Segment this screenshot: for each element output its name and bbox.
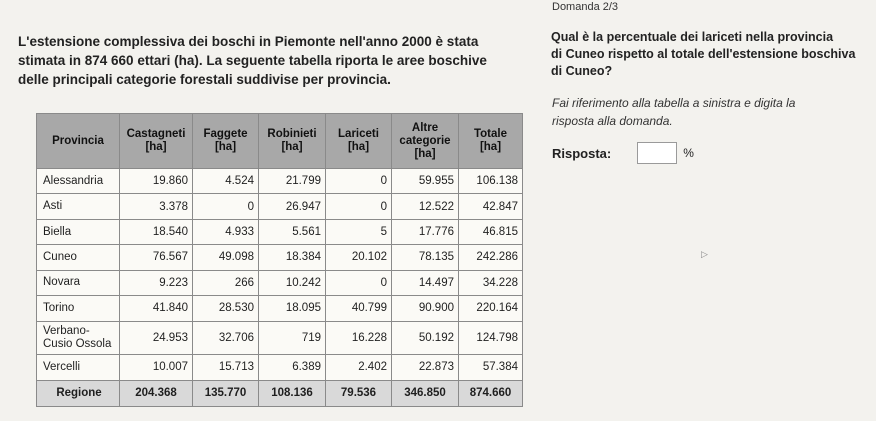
total-cell: 108.136 xyxy=(259,380,326,406)
question-counter: Domanda 2/3 xyxy=(552,1,619,13)
column-header: Robinieti [ha] xyxy=(259,114,326,169)
table-header-row xyxy=(37,114,523,169)
table-row xyxy=(37,245,523,270)
region-total-label: Regione xyxy=(37,380,120,406)
table-total-row xyxy=(37,380,523,406)
table-cell: 41.840 xyxy=(120,296,193,321)
total-cell: 135.770 xyxy=(193,380,259,406)
total-cell: 874.660 xyxy=(459,380,523,406)
province-cell: Cuneo xyxy=(37,245,120,270)
column-header: Altre categorie [ha] xyxy=(392,114,459,169)
table-cell: 59.955 xyxy=(392,169,459,194)
table-cell: 4.933 xyxy=(193,219,259,244)
table-cell: 26.947 xyxy=(259,194,326,219)
table-cell: 106.138 xyxy=(459,169,523,194)
table-cell: 42.847 xyxy=(459,194,523,219)
table-cell: 0 xyxy=(326,194,392,219)
table-cell: 78.135 xyxy=(392,245,459,270)
instruction-text xyxy=(552,94,872,130)
table-cell: 3.378 xyxy=(120,194,193,219)
table-cell: 20.102 xyxy=(326,245,392,270)
table-cell: 6.389 xyxy=(259,355,326,380)
question-line: di Cuneo rispetto al totale dell'estensione boschiva xyxy=(551,47,856,61)
table-cell: 10.242 xyxy=(259,270,326,295)
column-header: Faggete [ha] xyxy=(193,114,259,169)
table-cell: 16.228 xyxy=(326,321,392,355)
table-cell: 719 xyxy=(259,321,326,355)
total-cell: 346.850 xyxy=(392,380,459,406)
intro-line: delle principali categorie forestali suddivise per provincia. xyxy=(18,72,391,87)
table-row xyxy=(37,321,523,355)
table-cell: 76.567 xyxy=(120,245,193,270)
table-cell: 57.384 xyxy=(459,355,523,380)
intro-line: L'estensione complessiva dei boschi in Piemonte nell'anno 2000 è stata xyxy=(18,34,479,49)
table-cell: 10.007 xyxy=(120,355,193,380)
table-row xyxy=(37,169,523,194)
province-cell: Torino xyxy=(37,296,120,321)
table-row xyxy=(37,296,523,321)
table-cell: 124.798 xyxy=(459,321,523,355)
instruction-line: risposta alla domanda. xyxy=(552,114,673,128)
total-cell: 204.368 xyxy=(120,380,193,406)
question-text xyxy=(551,29,873,80)
table-cell: 40.799 xyxy=(326,296,392,321)
mouse-cursor-icon: ▷ xyxy=(701,249,708,259)
question-line: Qual è la percentuale dei lariceti nella provincia xyxy=(551,30,834,44)
table-cell: 32.706 xyxy=(193,321,259,355)
table-cell: 49.098 xyxy=(193,245,259,270)
table-cell: 34.228 xyxy=(459,270,523,295)
table-cell: 2.402 xyxy=(326,355,392,380)
column-header: Lariceti [ha] xyxy=(326,114,392,169)
table-row xyxy=(37,219,523,244)
province-cell: Verbano-Cusio Ossola xyxy=(37,321,120,355)
column-header: Castagneti [ha] xyxy=(120,114,193,169)
table-cell: 18.540 xyxy=(120,219,193,244)
column-header: Totale [ha] xyxy=(459,114,523,169)
table-cell: 5.561 xyxy=(259,219,326,244)
table-cell: 0 xyxy=(193,194,259,219)
intro-text xyxy=(18,32,538,89)
province-cell: Novara xyxy=(37,270,120,295)
table-cell: 19.860 xyxy=(120,169,193,194)
table-row xyxy=(37,355,523,380)
table-cell: 90.900 xyxy=(392,296,459,321)
table-cell: 24.953 xyxy=(120,321,193,355)
total-cell: 79.536 xyxy=(326,380,392,406)
column-header: Provincia xyxy=(37,114,120,169)
table-row xyxy=(37,270,523,295)
table-cell: 28.530 xyxy=(193,296,259,321)
answer-row xyxy=(552,140,694,166)
answer-input[interactable] xyxy=(637,142,677,164)
province-cell: Alessandria xyxy=(37,169,120,194)
table-cell: 17.776 xyxy=(392,219,459,244)
table-cell: 9.223 xyxy=(120,270,193,295)
instruction-line: Fai riferimento alla tabella a sinistra e digita la xyxy=(552,96,796,110)
table-cell: 18.095 xyxy=(259,296,326,321)
question-line: di Cuneo? xyxy=(551,64,613,78)
table-cell: 15.713 xyxy=(193,355,259,380)
table-cell: 5 xyxy=(326,219,392,244)
table-cell: 0 xyxy=(326,270,392,295)
province-cell: Biella xyxy=(37,219,120,244)
intro-line: stimata in 874 660 ettari (ha). La seguente tabella riporta le aree boschive xyxy=(18,53,487,68)
table-cell: 14.497 xyxy=(392,270,459,295)
table-cell: 0 xyxy=(326,169,392,194)
percent-unit: % xyxy=(683,146,694,160)
table-cell: 242.286 xyxy=(459,245,523,270)
table-cell: 4.524 xyxy=(193,169,259,194)
table-cell: 12.522 xyxy=(392,194,459,219)
table-row xyxy=(37,194,523,219)
answer-label: Risposta: xyxy=(552,145,612,161)
table-cell: 266 xyxy=(193,270,259,295)
table-cell: 220.164 xyxy=(459,296,523,321)
table-cell: 21.799 xyxy=(259,169,326,194)
table-cell: 22.873 xyxy=(392,355,459,380)
province-cell: Asti xyxy=(37,194,120,219)
province-cell: Vercelli xyxy=(37,355,120,380)
table-cell: 18.384 xyxy=(259,245,326,270)
forest-data-table xyxy=(36,113,523,407)
table-cell: 50.192 xyxy=(392,321,459,355)
table-cell: 46.815 xyxy=(459,219,523,244)
